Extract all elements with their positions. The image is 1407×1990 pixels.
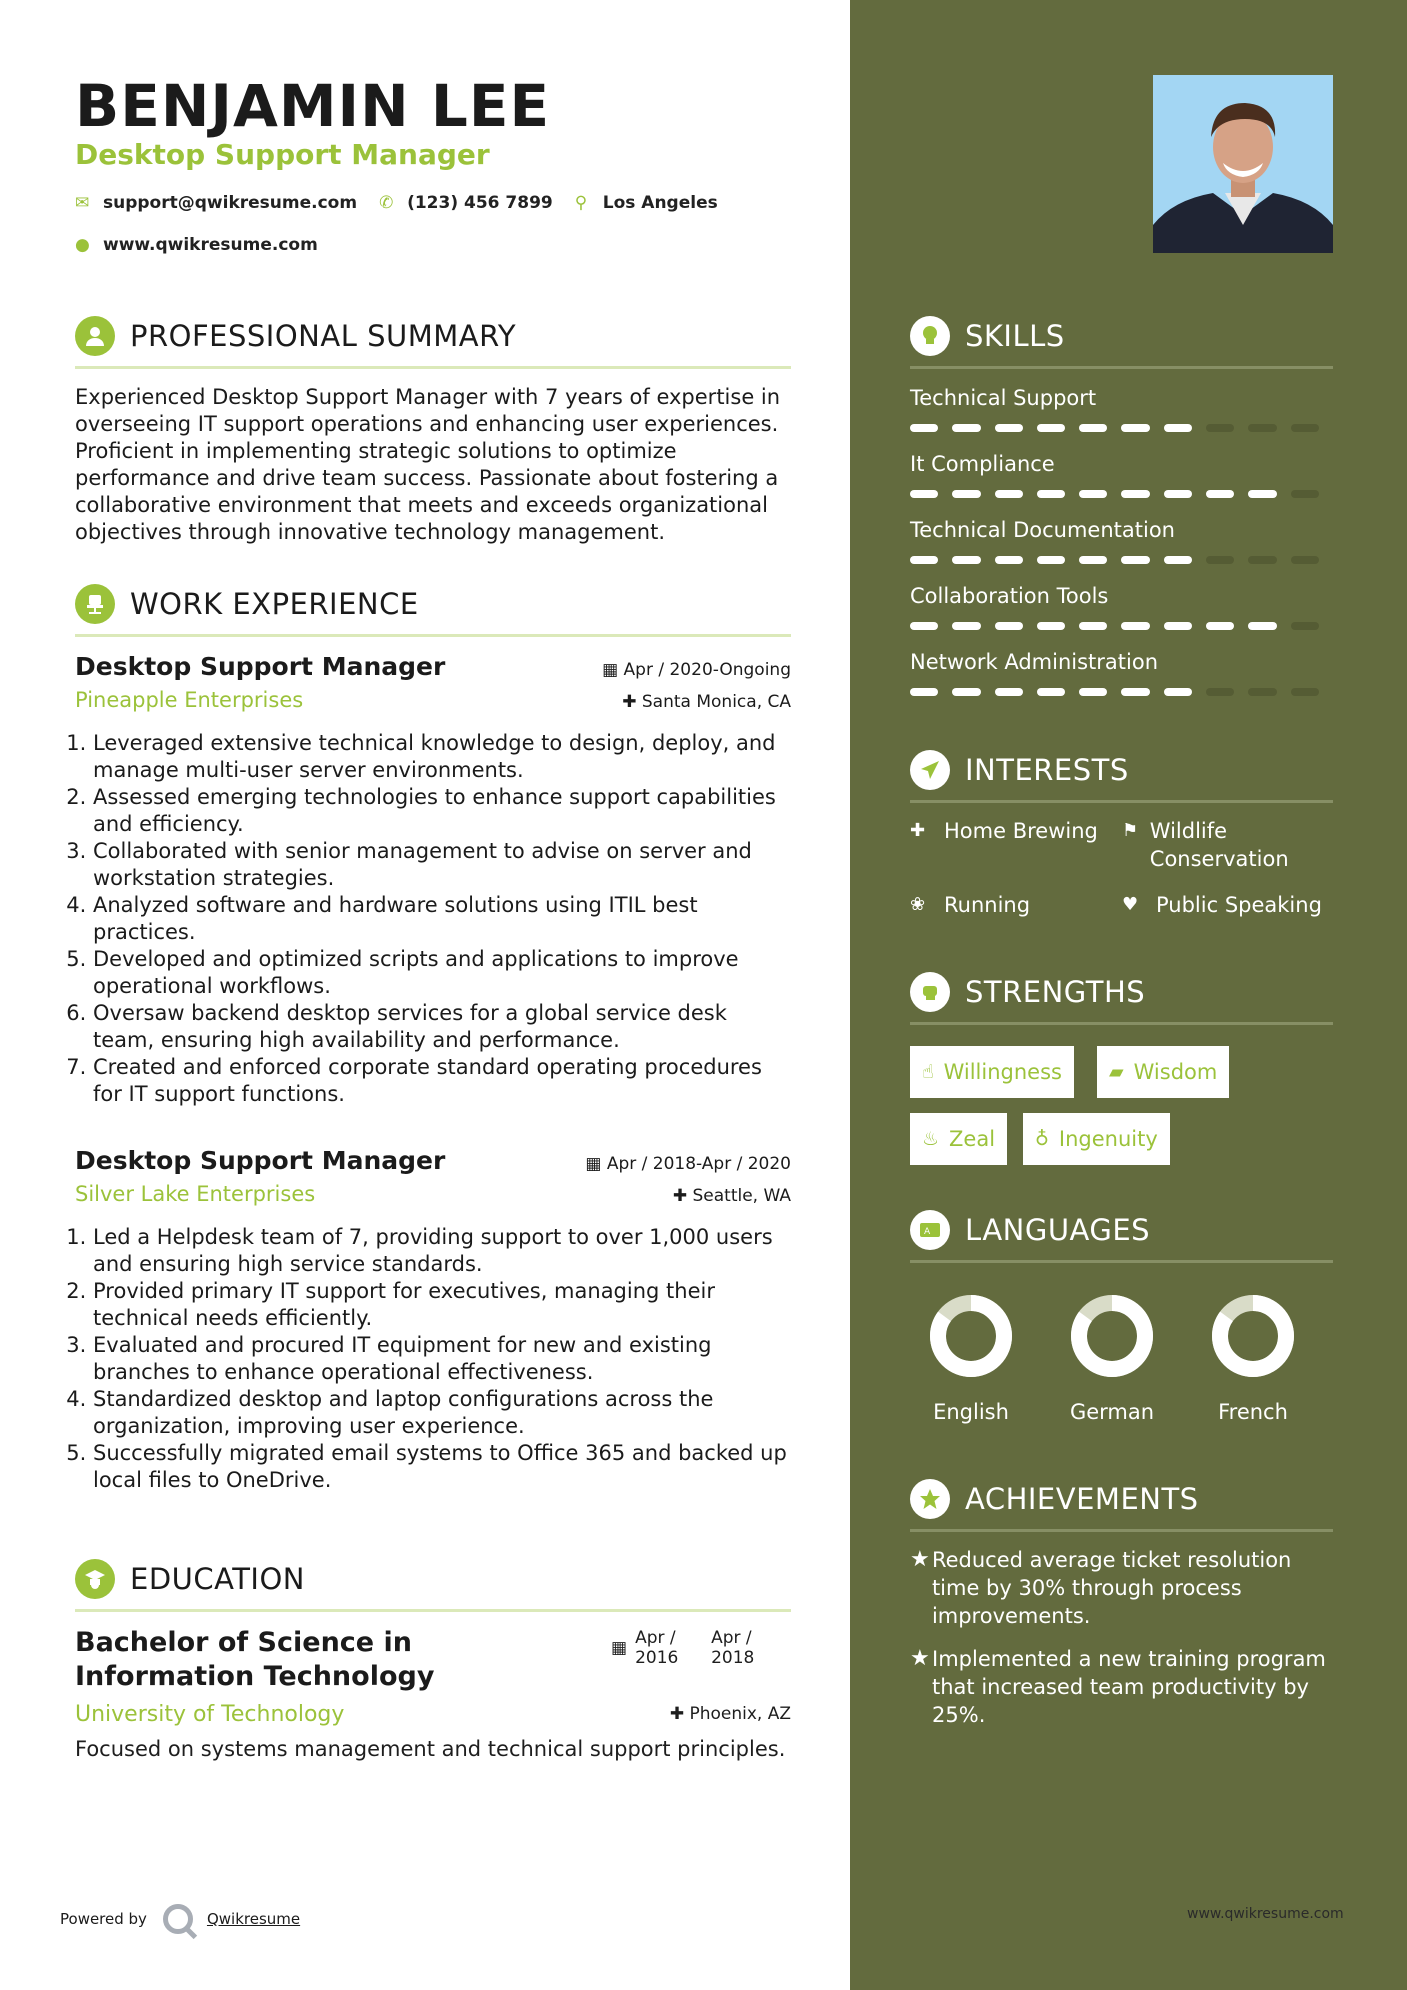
achievement-item: ★ Implemented a new training program that increased team productivity by 25%.: [910, 1646, 1326, 1727]
job-location: ✚ Seattle, WA: [672, 1186, 791, 1206]
skill-dot-filled: [1164, 688, 1192, 696]
fire-icon: ♨: [922, 1128, 940, 1150]
contact-location: ⚲ Los Angeles: [574, 193, 718, 213]
job-duties: [75, 730, 791, 1108]
section-title: INTERESTS: [965, 753, 1129, 787]
skill-dot-filled: [952, 556, 980, 564]
contact-website[interactable]: ● www.qwikresume.com: [75, 235, 318, 255]
edu-start: Apr / 2016: [635, 1628, 679, 1668]
list-item: 7. Created and enforced corporate standard operating procedures for IT support functions.: [93, 1054, 791, 1108]
skill-item: Technical Documentation: [910, 518, 1333, 564]
skill-dot-filled: [1121, 688, 1149, 696]
skill-dot-empty: [1291, 556, 1319, 564]
heartbeat-icon: ♥: [1122, 894, 1139, 915]
interests-section-header: [910, 748, 1333, 803]
job-date: ▦ Apr / 2020-Ongoing: [602, 660, 791, 680]
skill-dot-filled: [1121, 490, 1149, 498]
star-icon: [910, 1479, 950, 1519]
strengths-section-header: [910, 970, 1333, 1025]
pin-icon: ✚: [622, 692, 642, 712]
skill-dot-filled: [1079, 424, 1107, 432]
list-item: 5. Developed and optimized scripts and applications to improve operational workflows.: [93, 946, 791, 1000]
skill-item: Collaboration Tools: [910, 584, 1333, 630]
candidate-title: Desktop Support Manager: [75, 138, 490, 171]
skill-level-bar: [910, 688, 1333, 696]
skill-dot-filled: [910, 556, 938, 564]
summary-section-header: [75, 314, 791, 369]
skill-dot-empty: [1206, 556, 1234, 564]
edu-location: ✚ Phoenix, AZ: [669, 1704, 791, 1724]
skill-level-bar: [910, 424, 1333, 432]
footer-brand-link[interactable]: Qwikresume: [206, 1910, 301, 1928]
calendar-icon: ▦: [611, 1638, 628, 1658]
star-icon: ★: [910, 1547, 930, 1572]
skill-dot-filled: [1037, 688, 1065, 696]
skill-dot-filled: [1121, 556, 1149, 564]
skill-dot-filled: [952, 424, 980, 432]
book-icon: ▰: [1109, 1061, 1124, 1083]
skill-dot-filled: [910, 424, 938, 432]
skill-dot-filled: [995, 622, 1023, 630]
skill-dot-empty: [1248, 424, 1276, 432]
strength-tag: ♨ Zeal: [910, 1113, 1007, 1165]
footer-site[interactable]: www.qwikresume.com: [1187, 1906, 1344, 1922]
skill-dot-filled: [1164, 622, 1192, 630]
skill-dot-filled: [1206, 622, 1234, 630]
strength-tag: ▰ Wisdom: [1097, 1046, 1229, 1098]
skill-dot-filled: [995, 688, 1023, 696]
section-title: PROFESSIONAL SUMMARY: [130, 319, 517, 353]
languages-section-header: [910, 1208, 1333, 1263]
list-item: 6. Oversaw backend desktop services for a global service desk team, ensuring high availability and performance.: [93, 1000, 791, 1054]
qwikresume-logo-icon: [163, 1904, 193, 1934]
job-date: ▦ Apr / 2018-Apr / 2020: [585, 1154, 791, 1174]
paw-icon: ❀: [910, 894, 926, 915]
interest-item: ✚ Home Brewing: [910, 819, 1098, 843]
list-item: 2. Assessed emerging technologies to enhance support capabilities and efficiency.: [93, 784, 791, 838]
skill-dot-filled: [995, 556, 1023, 564]
map-pin-icon: ⚲: [574, 193, 588, 213]
calendar-icon: ▦: [602, 660, 624, 680]
edu-degree: Bachelor of Science in Information Technology: [75, 1627, 435, 1692]
language-donut: [1211, 1294, 1295, 1378]
thumbs-up-icon: ☝: [922, 1061, 934, 1083]
skill-item: Technical Support: [910, 386, 1333, 432]
job-company: Silver Lake Enterprises: [75, 1182, 316, 1206]
skill-dot-filled: [1079, 490, 1107, 498]
envelope-icon: ✉: [75, 193, 90, 213]
skill-level-bar: [910, 490, 1333, 498]
skill-dot-filled: [952, 688, 980, 696]
profile-photo: [1153, 75, 1333, 253]
fist-icon: [910, 972, 950, 1012]
puzzle-icon: ✚: [910, 820, 926, 841]
section-title: STRENGTHS: [965, 975, 1146, 1009]
job-role: Desktop Support Manager: [75, 652, 446, 681]
skill-dot-empty: [1291, 688, 1319, 696]
list-item: 2. Provided primary IT support for executives, managing their technical needs efficiently.: [93, 1278, 791, 1332]
contact-row-2: [75, 235, 340, 255]
skill-dot-filled: [910, 688, 938, 696]
language-icon: [910, 1210, 950, 1250]
section-title: ACHIEVEMENTS: [965, 1482, 1199, 1516]
education-section-header: [75, 1557, 791, 1612]
job-entry: [75, 652, 791, 1108]
skill-dot-filled: [1248, 490, 1276, 498]
skill-dot-filled: [1164, 490, 1192, 498]
skill-dot-filled: [910, 490, 938, 498]
skill-dot-empty: [1291, 424, 1319, 432]
skill-dot-filled: [1121, 424, 1149, 432]
skill-dot-filled: [952, 490, 980, 498]
paper-plane-icon: [910, 750, 950, 790]
calendar-icon: ▦: [585, 1154, 607, 1174]
skill-dot-filled: [1037, 490, 1065, 498]
skill-level-bar: [910, 622, 1333, 630]
job-duties: [75, 1224, 791, 1494]
skill-dot-filled: [1037, 556, 1065, 564]
lightbulb-icon: [910, 316, 950, 356]
list-item: 1. Leveraged extensive technical knowledge to design, deploy, and manage multi-user server environments.: [93, 730, 791, 784]
edu-end: Apr / 2018: [711, 1628, 755, 1668]
candidate-name: BENJAMIN LEE: [75, 72, 551, 140]
summary-text: Experienced Desktop Support Manager with 7 years of expertise in overseeing IT support operations and enhancing user experiences. Proficient in implementing strategic solutions to optimize performance and drive team success. Passionate about fostering a collaborative environment that meets and exceeds organizational objectives through innovative technology management.: [75, 385, 781, 544]
experience-section-header: [75, 582, 791, 637]
footer-powered: Powered by Qwikresume: [60, 1904, 300, 1934]
skill-dot-filled: [1164, 556, 1192, 564]
job-company: Pineapple Enterprises: [75, 688, 304, 712]
skill-dot-empty: [1206, 688, 1234, 696]
skill-dot-filled: [952, 622, 980, 630]
list-item: 5. Successfully migrated email systems to Office 365 and backed up local files to OneDrive.: [93, 1440, 791, 1494]
lightbulb-icon: ♁: [1035, 1128, 1049, 1150]
language-item: English: [906, 1294, 1036, 1424]
skill-dot-filled: [995, 490, 1023, 498]
job-role: Desktop Support Manager: [75, 1146, 446, 1175]
achievements-section-header: [910, 1477, 1333, 1532]
skill-dot-filled: [910, 622, 938, 630]
skill-dot-empty: [1248, 556, 1276, 564]
skill-dot-filled: [1164, 424, 1192, 432]
skill-dot-filled: [1079, 688, 1107, 696]
skill-dot-empty: [1291, 490, 1319, 498]
skill-dot-filled: [1206, 490, 1234, 498]
skill-item: Network Administration: [910, 650, 1333, 696]
office-chair-icon: [75, 584, 115, 624]
skill-level-bar: [910, 556, 1333, 564]
language-item: German: [1047, 1294, 1177, 1424]
achievement-item: ★ Reduced average ticket resolution time by 30% through process improvements.: [910, 1547, 1292, 1628]
globe-icon: ●: [75, 235, 90, 255]
list-item: 3. Collaborated with senior management to advise on server and workstation strategies.: [93, 838, 791, 892]
skill-dot-filled: [1079, 556, 1107, 564]
pin-icon: ✚: [669, 1704, 690, 1724]
list-item: 4. Analyzed software and hardware solutions using ITIL best practices.: [93, 892, 791, 946]
flag-icon: ⚑: [1122, 820, 1139, 841]
pin-icon: ✚: [672, 1186, 693, 1206]
edu-dates: [611, 1628, 787, 1668]
skill-dot-filled: [1037, 622, 1065, 630]
svg-text:A: A: [924, 1227, 931, 1237]
contact-phone[interactable]: ✆ (123) 456 7899: [379, 193, 553, 213]
strength-tag: ♁ Ingenuity: [1023, 1113, 1170, 1165]
edu-school: University of Technology: [75, 1702, 345, 1727]
skill-dot-empty: [1248, 688, 1276, 696]
section-title: EDUCATION: [130, 1562, 306, 1596]
language-donut: [1070, 1294, 1154, 1378]
skill-dot-filled: [995, 424, 1023, 432]
section-title: LANGUAGES: [965, 1213, 1151, 1247]
interest-item: ❀ Running: [910, 893, 1031, 917]
phone-icon: ✆: [379, 193, 394, 213]
graduate-icon: [75, 1559, 115, 1599]
skill-dot-empty: [1206, 424, 1234, 432]
skill-dot-filled: [1079, 622, 1107, 630]
strength-tag: ☝ Willingness: [910, 1046, 1074, 1098]
list-item: 1. Led a Helpdesk team of 7, providing support to over 1,000 users and ensuring high service standards.: [93, 1224, 791, 1278]
job-entry: [75, 1146, 791, 1494]
star-icon: ★: [910, 1646, 930, 1671]
user-icon: [75, 316, 115, 356]
interest-item: ⚑ Wildlife Conservation: [1122, 819, 1289, 871]
skill-dot-empty: [1291, 622, 1319, 630]
list-item: 4. Standardized desktop and laptop configurations across the organization, improving user experience.: [93, 1386, 791, 1440]
list-item: 3. Evaluated and procured IT equipment for new and existing branches to enhance operational effectiveness.: [93, 1332, 791, 1386]
interest-item: ♥ Public Speaking: [1122, 893, 1322, 917]
skills-section-header: [910, 314, 1333, 369]
section-title: WORK EXPERIENCE: [130, 587, 419, 621]
section-title: SKILLS: [965, 319, 1065, 353]
job-location: ✚ Santa Monica, CA: [622, 692, 791, 712]
skill-dot-filled: [1037, 424, 1065, 432]
edu-description: Focused on systems management and technical support principles.: [75, 1737, 786, 1761]
skill-dot-filled: [1248, 622, 1276, 630]
language-donut: [929, 1294, 1013, 1378]
language-item: French: [1188, 1294, 1318, 1424]
contact-email[interactable]: ✉ support@qwikresume.com: [75, 193, 358, 213]
contact-row: [75, 193, 740, 213]
education-entry: [75, 1626, 791, 1761]
skill-dot-filled: [1121, 622, 1149, 630]
skill-item: It Compliance: [910, 452, 1333, 498]
